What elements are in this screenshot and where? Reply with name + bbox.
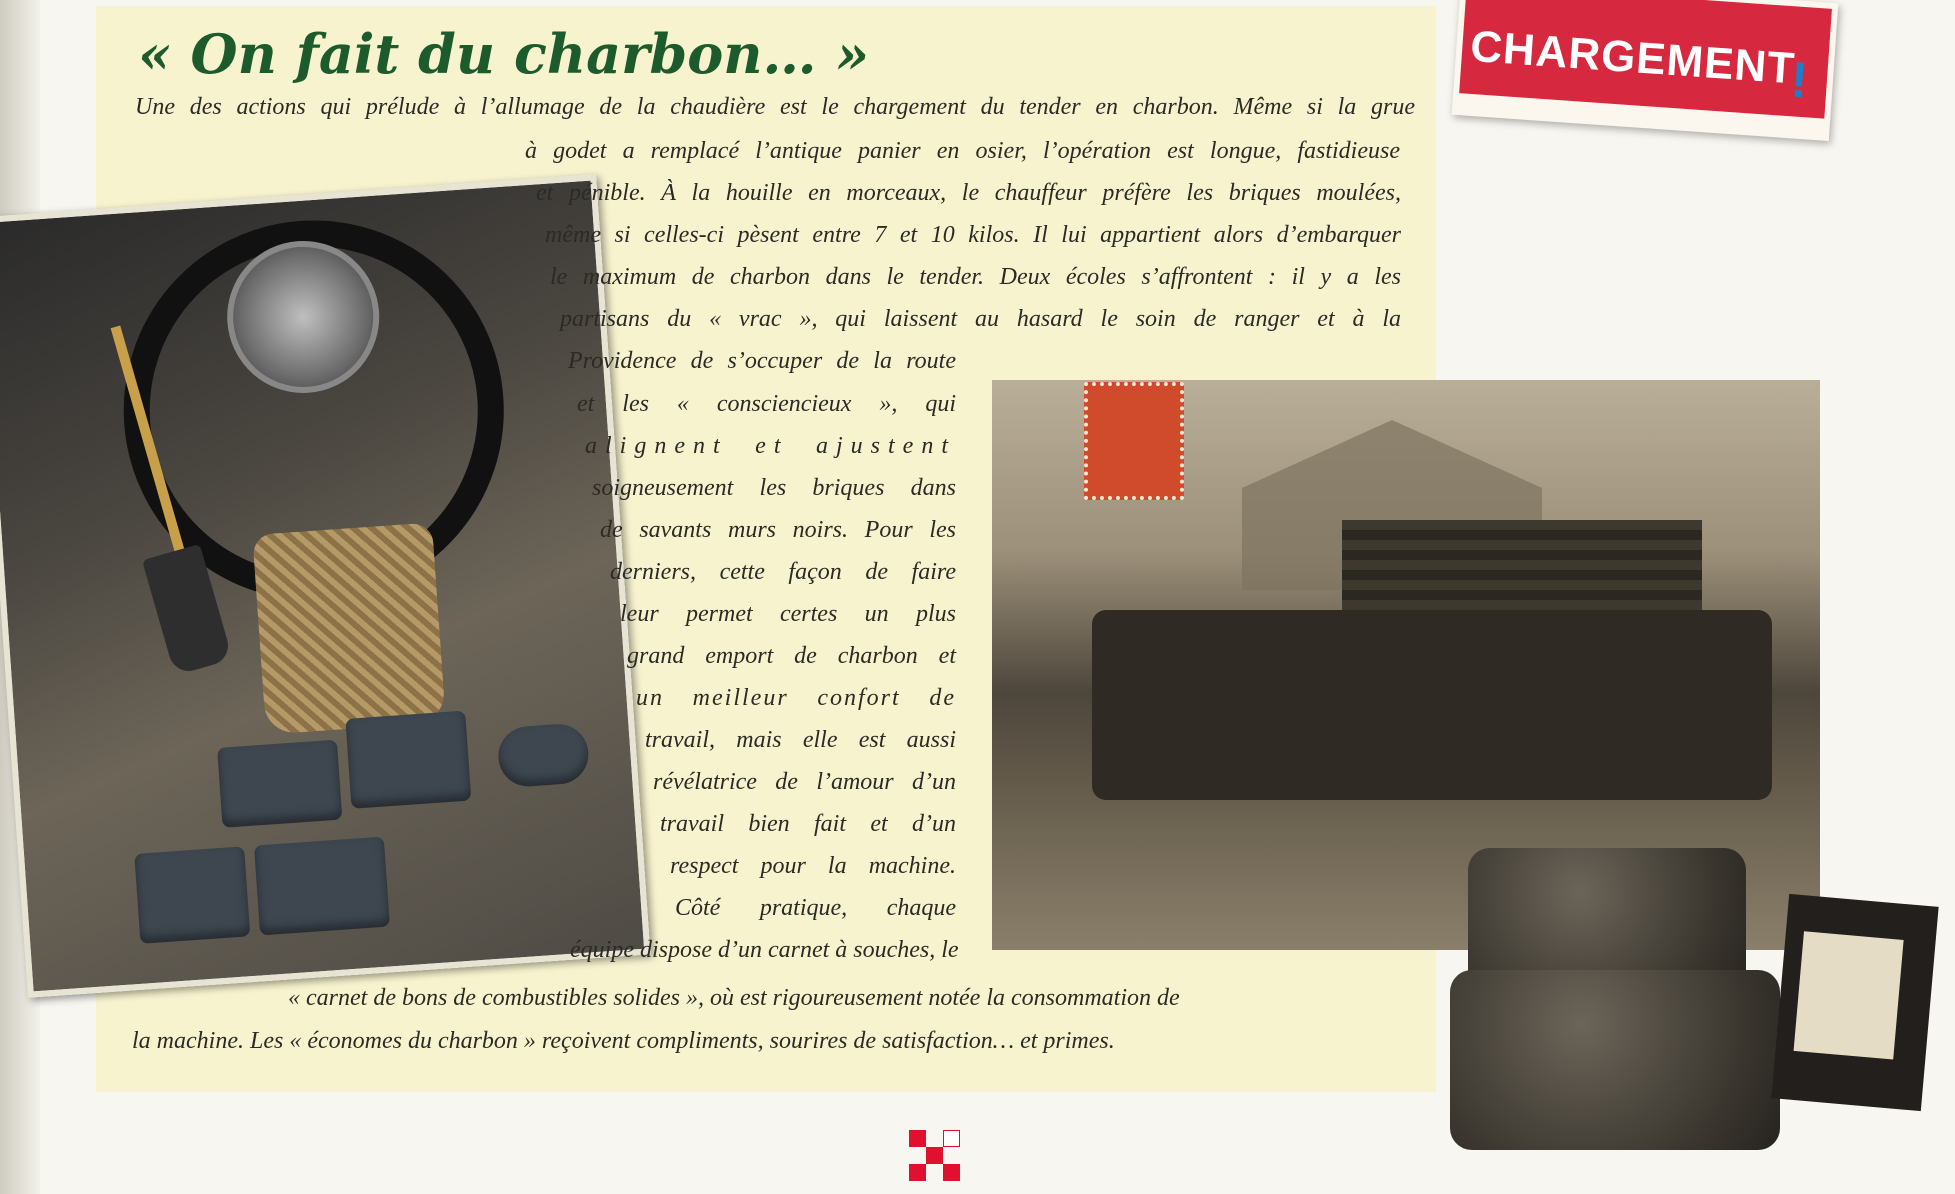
- text-line: Une des actions qui prélude à l’allumage de la chaudière est le chargement du tender en charbon. Même si la grue: [135, 94, 1415, 120]
- wicker-basket: [252, 522, 446, 734]
- text-line: équipe dispose d’un carnet à souches, le: [570, 937, 959, 963]
- logo-square: [943, 1164, 960, 1181]
- text-line: travail bien fait et d’un: [660, 811, 956, 837]
- logo-square: [909, 1164, 926, 1181]
- coal-basket-photo: [0, 174, 651, 998]
- coal-brick: [254, 837, 390, 936]
- text-line: « carnet de bons de combustibles solides », où est rigoureusement notée la consommation de: [288, 985, 1180, 1011]
- logo-square: [926, 1147, 943, 1164]
- text-line: respect pour la machine.: [670, 853, 956, 879]
- text-line: même si celles-ci pèsent entre 7 et 10 kilos. Il lui appartient alors d’embarquer: [545, 222, 1401, 248]
- locomotive: [1092, 610, 1772, 800]
- text-line: un meilleur confort de: [636, 685, 956, 711]
- text-line: et les « consciencieux », qui: [577, 391, 956, 417]
- text-line: et pénible. À la houille en morceaux, le chauffeur préfère les briques moulées,: [536, 180, 1401, 206]
- text-line: leur permet certes un plus: [620, 601, 956, 627]
- plate-label: CHARGEMENT: [1468, 21, 1797, 94]
- text-line: derniers, cette façon de faire: [610, 559, 956, 585]
- page-title: « On fait du charbon… »: [138, 22, 870, 86]
- postage-stamp: [1084, 382, 1184, 500]
- publisher-logo-icon: [909, 1130, 961, 1182]
- text-line: la machine. Les « économes du charbon » reçoivent compliments, sourires de satisfaction… et primes.: [132, 1028, 1115, 1054]
- logo-square: [909, 1130, 926, 1147]
- text-line: partisans du « vrac », qui laissent au hasard le soin de ranger et à la: [560, 306, 1401, 332]
- text-line: Côté pratique, chaque: [675, 895, 956, 921]
- text-line: de savants murs noirs. Pour les: [600, 517, 956, 543]
- fuel-voucher-booklet: [1771, 894, 1938, 1111]
- logo-square: [943, 1130, 960, 1147]
- text-line: à godet a remplacé l’antique panier en osier, l’opération est longue, fastidieuse: [525, 138, 1400, 164]
- coal-brick: [345, 711, 471, 809]
- text-line: grand emport de charbon et: [627, 643, 956, 669]
- coal-lumps: [496, 722, 590, 788]
- text-line: travail, mais elle est aussi: [645, 727, 956, 753]
- coal-brick: [134, 846, 250, 943]
- text-line: le maximum de charbon dans le tender. Deux écoles s’affrontent : il y a les: [550, 264, 1401, 290]
- text-line: soigneusement les briques dans: [592, 475, 956, 501]
- coal-brick: [217, 740, 342, 828]
- booklet-label: [1794, 931, 1904, 1059]
- coal-brick-object: [1450, 970, 1780, 1150]
- text-line: Providence de s’occuper de la route: [568, 348, 956, 374]
- plate-exclamation: !: [1788, 51, 1810, 109]
- chargement-plate: [1452, 0, 1839, 141]
- text-line: révélatrice de l’amour d’un: [653, 769, 956, 795]
- text-line: alignent et ajustent: [585, 433, 956, 459]
